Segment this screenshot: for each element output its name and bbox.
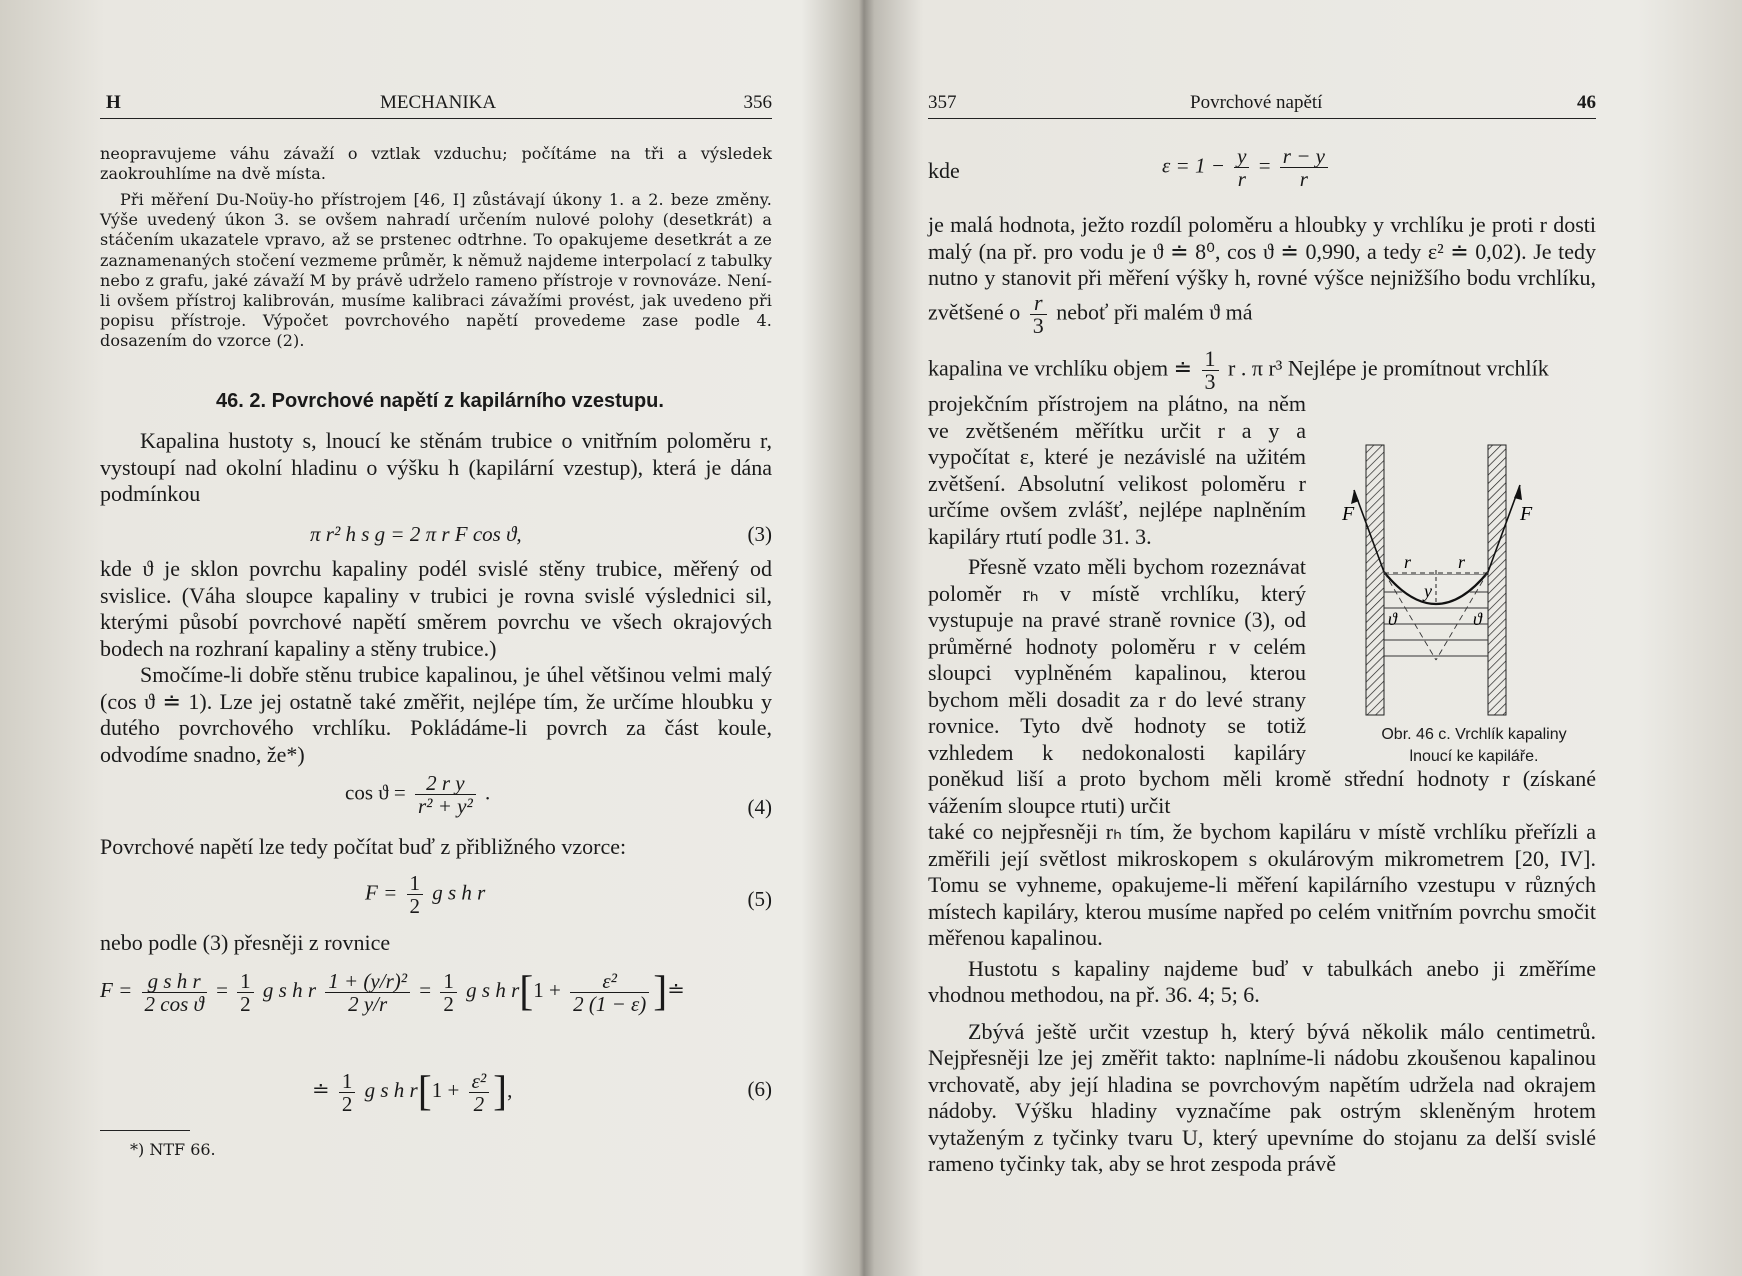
label-force-left: F [1342,503,1355,525]
equation-number: (4) [747,795,772,819]
paragraph: je malá hodnota, ježto rozdíl poloměru a hloubky y vrchlíku je proti r dosti malý (na př. pro vodu je ϑ ≐ 8⁰, cos ϑ ≐ 0,990, a tedy ε² ≐ 0,02). Je tedy nutno y stanovit při měření výšky h, rovné výšce nejnižšího bodu vrchlíku, zvětšené o $\frac{r}{3}$ neboť při malém ϑ má [928,212,1596,338]
header-title: Povrchové napětí [1190,92,1323,113]
page-number: 357 [928,92,957,113]
capillary-meniscus-figure [1336,440,1536,720]
label-depth: y [1424,581,1432,601]
right-tube-wall [1488,445,1506,715]
equation-5: F = $\frac{1}{2}$ g s h r [365,871,486,918]
paragraph: Při měření Du-Noüy-ho přístrojem [46, I] zůstávají úkony 1. a 2. beze změny. Výše uvedený úkon 3. se ovšem nahradí určením nulové polohy (desetkrát) a stáčením ukazatele vpravo, až se prstenec odtrhne. To opakujeme desetkrát a ze zaznamenaných stočení vezmeme průměr, k němuž najdeme interpolací z tabulky nebo z grafu, jaké závaží M by právě udrželo rameno přístroje v rovnováze. Není-li ovšem přístroj kalibrován, musíme kalibraci závažími provést, jak uvedeno při popisu přístroje. Výpočet povrchového napětí provedeme zase podle 4. dosazením do vzorce (2). [100,190,772,351]
figure-caption: Obr. 46 c. Vrchlík kapaliny lnoucí ke kapiláře. [1381,726,1567,765]
label-radius-left: r [1404,552,1412,572]
header-letter: H [106,92,121,113]
paragraph: Povrchové napětí lze tedy počítat buď z přibližného vzorce: [100,834,627,859]
page-number: 356 [743,92,772,113]
equation-3: π r² h s g = 2 π r F cos ϑ, [310,522,522,546]
footnote-rule [100,1130,190,1131]
footnote: *) NTF 66. [130,1140,216,1159]
label-radius-right: r [1458,552,1466,572]
paragraph: kde ϑ je sklon povrchu kapaliny podél svislé stěny trubice, měřený od svislice. (Váha sloupce kapaliny v trubici je rovna svislé výslednici sil, kterými působí povrchové napětí směrem povrchu ve všech okrajových bodech na rozhraní kapaliny a stěny trubice.) [100,556,772,661]
equation-number: (6) [747,1077,772,1101]
label-kde: kde [928,158,960,183]
equation-number: (3) [747,522,772,546]
paragraph: Smočíme-li dobře stěnu trubice kapalinou, je úhel většinou velmi malý (cos ϑ ≐ 1). Lze jej ostatně také změřit, nejlépe tím, že určíme hloubku y dutého povrchového vrchlíku. Pokládáme-li povrch za část koule, odvodíme snadno, že*) [100,662,772,767]
paragraph: neopravujeme váhu závaží o vztlak vzduchu; počítáme na tři a výsledek zaokrouhlíme na dvě místa. [100,144,772,184]
equation-4: cos ϑ = $\frac{\text{2 r y}}{\text{r² + y²}}$ . [345,771,491,818]
right-page [928,0,1596,1276]
left-page [100,0,772,1276]
left-tube-wall [1366,445,1384,715]
label-angle-left: ϑ [1388,609,1397,629]
paragraph: kapalina ve vrchlíku objem ≐ $\frac{1}{3}$ r . π r³ Nejlépe je promítnout vrchlík [928,346,1549,394]
left-header [100,90,772,119]
equation-6: F = $\frac{\text{g s h r}}{\text{2 cos ϑ}}$ = $\frac{1}{2}$ g s h r $\frac{\text{1 + (y/r)²}}{2 y/r}$ = $\frac{1}{2}$ g s h r[1 + $\frac{\text{ε²}}{2 (1 - \varepsilon)}$ ]≐ [100,968,685,1016]
chapter-number: 46 [1577,92,1596,113]
epsilon-equation: ε = 1 − $\frac{y}{r}$ = $\frac{r - y}{r}$ [1162,145,1332,190]
right-header [928,90,1596,119]
section-title: 46. 2. Povrchové napětí z kapilárního vzestupu. [216,390,664,412]
label-force-right: F [1520,503,1533,525]
wrapped-text-block: projekčním přístrojem na plátno, na něm ve zvětšeném měřítku určit r a y a vypočítat ε, které je nezávislé na užitém zvětšení. Absolutní velikost poloměru r určíme ovšem zvlášť, nejlépe naplněním kapiláry rtutí podle 31. 3. Přesně vzato měli bychom rozeznávat poloměr rₕ v místě vrchlíku, který vystupuje na pravé straně rovnice (3), od průměrné hodnoty poloměru r v celém sloupci vyplněném kapalinou, kterou bychom měli dosadit za r do levé strany rovnice. Tyto dvě hodnoty se totiž vzhledem k nedokonalosti kapiláry poněkud liší a proto bychom měli kromě střední hodnoty r (získané vážením sloupce rtuti) určit také co nejpřesněji rₕ tím, že bychom kapiláru v místě vrchlíku přeřízli a změřili její světlost mikroskopem s okulárovým mikrometrem [20, IV]. Tomu se vyhneme, opakujeme-li měření kapilárního vzestupu v různých místech kapiláry, kterou musíme napřed po celém vnitřním povrchu smočit měřenou kapalinou. Hustotu s kapaliny najdeme buď v tabulkách anebo ji změříme vhodnou methodou, na př. 36. 4; 5; 6. Zbývá ještě určit vzestup h, který bývá několik málo centimetrů. Nejpřesněji lze jej změřit takto: naplníme-li nádobu zkoušenou kapalinou vrchovatě, aby její hladina se povrchovým napětím udržela nad okrajem nádoby. Výšku hladiny vyznačíme pak ostrým skleněným hrotem vytaženým z tyčinky tvaru U, který upevníme do stojanu za delší svislé rameno tyčinky tak, aby se hrot zespoda právě [928,391,1596,1176]
equation-6-line-2: ≐ $\frac{1}{2}$ g s h r[1 + $\frac{\text{ε²}}{2}$ ], [312,1068,513,1116]
header-title: MECHANIKA [380,92,497,113]
equation-number: (5) [747,887,772,911]
paragraph: Kapalina hustoty s, lnoucí ke stěnám trubice o vnitřním poloměru r, vystoupí nad okolní hladinu o výšku h (kapilární vzestup), která je dána podmínkou [100,428,772,506]
paragraph: nebo podle (3) přesněji z rovnice [100,930,391,955]
force-arrow-right-head [1514,485,1522,500]
label-angle-right: ϑ [1473,609,1482,629]
